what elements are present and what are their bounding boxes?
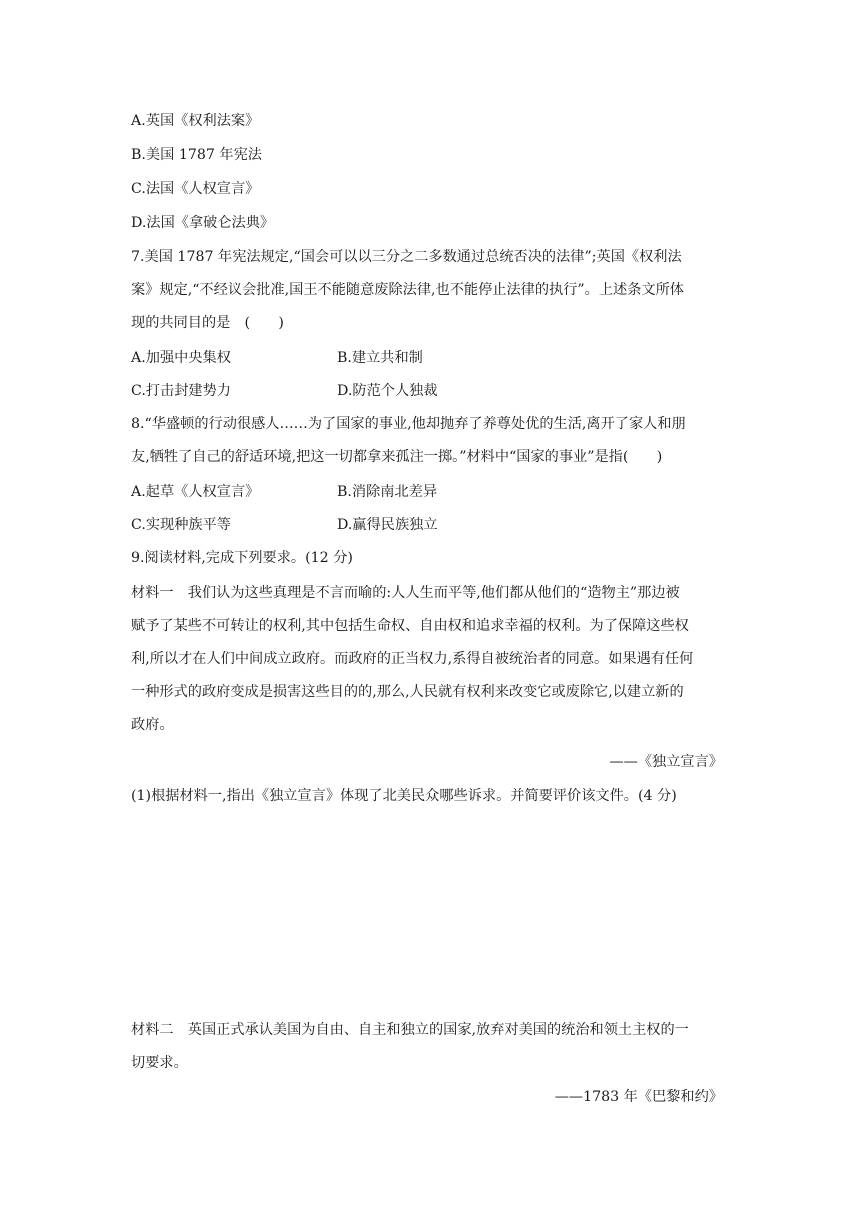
q8-option-b: B.消除南北差异: [337, 484, 438, 500]
q7-stem: [131, 247, 731, 333]
q8-option-c: C.实现种族平等: [131, 517, 231, 533]
material-2: [131, 1020, 731, 1073]
q8-stem-line: 8.“华盛顿的行动很感人……为了国家的事业,他却抛弃了养尊处优的生活,离开了家人和朋: [131, 416, 686, 432]
q6-option-b: B.美国 1787 年宪法: [131, 147, 262, 163]
material-1-source: ——《独立宣言》: [609, 754, 723, 770]
material-1-line: 赋予了某些不可转让的权利,其中包括生命权、自由权和追求幸福的权利。为了保障这些权: [131, 618, 689, 634]
q7-option-c: C.打击封建势力: [131, 383, 231, 399]
material-2-line: 材料二 英国正式承认美国为自由、自主和独立的国家,放弃对美国的统治和领土主权的一: [131, 1022, 689, 1038]
material-2-source: ——1783 年《巴黎和约》: [554, 1089, 723, 1105]
q8-stem-line: 友,牺牲了自己的舒适环境,把这一切都拿来孤注一掷。”材料中“国家的事业”是指( ): [131, 449, 663, 465]
q8-option-d: D.赢得民族独立: [337, 517, 438, 533]
q7-stem-line: 案》规定,“不经议会批准,国王不能随意废除法律,也不能停止法律的执行”。上述条文所体: [131, 282, 684, 298]
q7-option-a: A.加强中央集权: [131, 350, 231, 366]
material-1-line: 材料一 我们认为这些真理是不言而喻的:人人生而平等,他们都从他们的“造物主”那边被: [131, 585, 680, 601]
q7-option-b: B.建立共和制: [337, 350, 423, 366]
material-1-line: 一种形式的政府变成是损害这些目的的,那么,人民就有权利来改变它或废除它,以建立新的: [131, 684, 684, 700]
material-1: [131, 583, 731, 735]
q7-stem-line: 7.美国 1787 年宪法规定,“国会可以以三分之二多数通过总统否决的法律”;英国《权利法: [131, 249, 682, 265]
q8-option-a: A.起草《人权宣言》: [131, 484, 260, 500]
q7-option-d: D.防范个人独裁: [337, 383, 438, 399]
q9-subquestion-1: (1)根据材料一,指出《独立宣言》体现了北美民众哪些诉求。并简要评价该文件。(4 分): [131, 788, 677, 804]
q6-option-d: D.法国《拿破仑法典》: [131, 215, 275, 231]
q9-stem: 9.阅读材料,完成下列要求。(12 分): [131, 550, 353, 566]
q7-stem-line: 现的共同目的是 ( ): [131, 315, 284, 331]
material-1-line: 政府。: [131, 717, 174, 733]
q8-stem: [131, 414, 731, 467]
material-1-line: 利,所以才在人们中间成立政府。而政府的正当权力,系得自被统治者的同意。如果遇有任何: [131, 651, 694, 667]
material-2-line: 切要求。: [131, 1055, 188, 1071]
q8-options-row-1: [131, 482, 731, 502]
q8-options-row-2: [131, 515, 731, 535]
q7-options-row-2: [131, 381, 731, 401]
q7-options-row-1: [131, 348, 731, 368]
q6-option-a: A.英国《权利法案》: [131, 113, 260, 129]
q6-option-c: C.法国《人权宣言》: [131, 181, 260, 197]
